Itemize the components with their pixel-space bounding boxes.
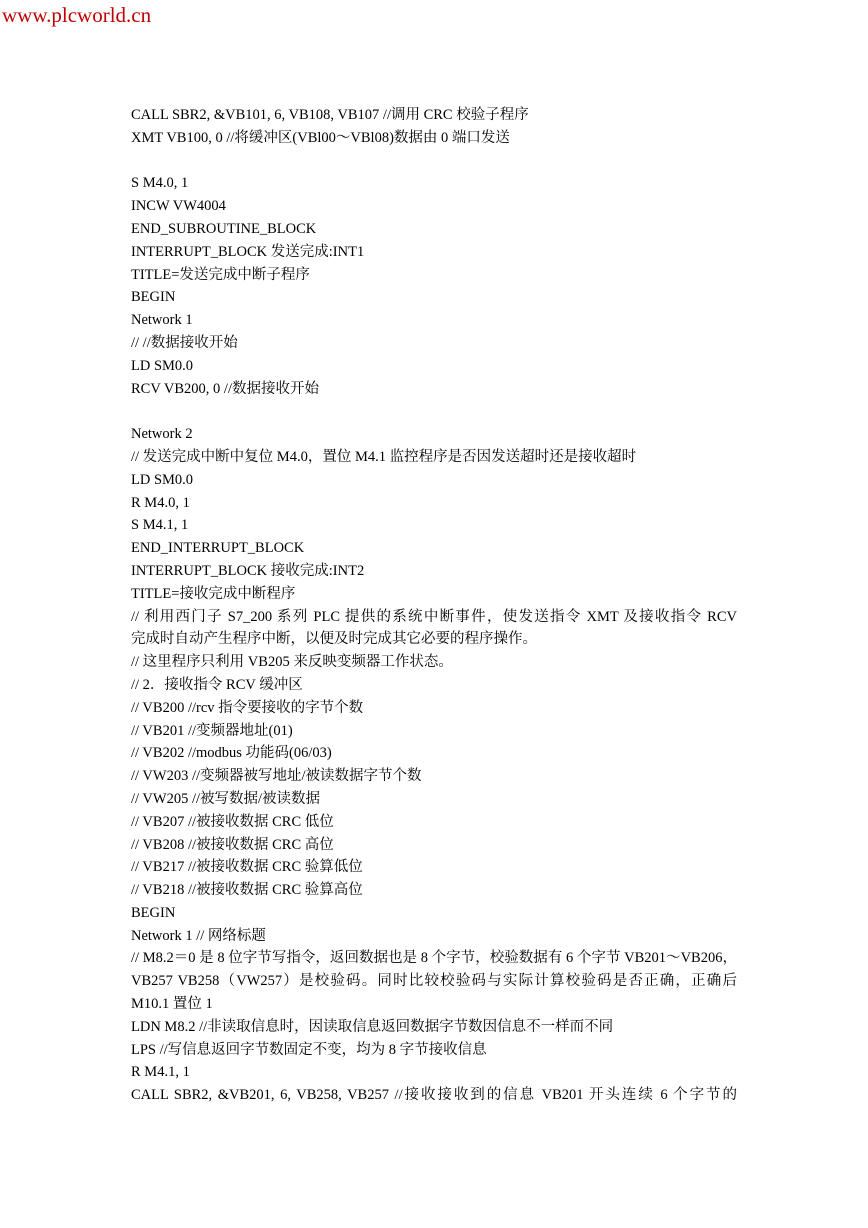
code-line: BEGIN — [131, 904, 176, 921]
document-body — [131, 104, 737, 1107]
code-line: Network 2 — [131, 426, 193, 443]
code-line: // VB207 //被接收数据 CRC 低位 — [131, 813, 334, 830]
code-line: // M8.2＝0 是 8 位字节写指令，返回数据也是 8 个字节，校验数据有 6 个字节 VB201～VB206， — [131, 950, 737, 967]
code-line: CALL SBR2, &VB101, 6, VB108, VB107 //调用 CRC 校验子程序 — [131, 107, 529, 123]
code-line: // VB202 //modbus 功能码(06/03) — [131, 745, 332, 762]
code-line: Network 1 — [131, 312, 193, 329]
code-line: LPS //写信息返回字节数固定不变，均为 8 字节接收信息 — [131, 1041, 487, 1058]
code-line: // 这里程序只利用 VB205 来反映变频器工作状态。 — [131, 654, 453, 671]
code-line: LD SM0.0 — [131, 357, 194, 374]
code-line: TITLE=发送完成中断子程序 — [131, 266, 310, 283]
code-line: M10.1 置位 1 — [131, 996, 213, 1013]
code-line: // 发送完成中断中复位 M4.0，置位 M4.1 监控程序是否因发送超时还是接收超时 — [131, 448, 637, 465]
code-line: R M4.0, 1 — [131, 494, 190, 511]
code-line: LD SM0.0 — [131, 471, 194, 488]
code-line: // VB201 //变频器地址(01) — [131, 722, 293, 739]
code-line: // VB217 //被接收数据 CRC 验算低位 — [131, 859, 363, 876]
blank-line — [131, 400, 737, 423]
code-line: LDN M8.2 //非读取信息时，因读取信息返回数据字节数因信息不一样而不同 — [131, 1018, 614, 1035]
code-line: Network 1 // 网络标题 — [131, 927, 266, 944]
code-line: R M4.1, 1 — [131, 1064, 190, 1081]
code-line: END_INTERRUPT_BLOCK — [131, 540, 305, 557]
code-line: // VB200 //rcv 指令要接收的字节个数 — [131, 699, 364, 716]
code-line: // 2．接收指令 RCV 缓冲区 — [131, 676, 303, 693]
code-line: INCW VW4004 — [131, 198, 226, 215]
code-line: XMT VB100, 0 //将缓冲区(VBl00～VBl08)数据由 0 端口发送 — [131, 129, 510, 146]
code-line: BEGIN — [131, 289, 176, 306]
code-line: // VB208 //被接收数据 CRC 高位 — [131, 836, 334, 853]
code-line: INTERRUPT_BLOCK 接收完成:INT2 — [131, 562, 365, 579]
code-line: TITLE=接收完成中断程序 — [131, 585, 296, 602]
code-line: CALL SBR2, &VB201, 6, VB258, VB257 //接收接收到的信息 VB201 开头连续 6 个字节的 — [131, 1087, 737, 1104]
blank-line — [131, 150, 737, 173]
watermark-url[interactable]: www.plcworld.cn — [2, 3, 152, 27]
code-line: // VB218 //被接收数据 CRC 验算高位 — [131, 882, 363, 899]
code-line: // VW205 //被写数据/被读数据 — [131, 790, 321, 807]
code-line: S M4.0, 1 — [131, 175, 189, 192]
code-line: RCV VB200, 0 //数据接收开始 — [131, 380, 319, 397]
code-line: 完成时自动产生程序中断，以便及时完成其它必要的程序操作。 — [131, 631, 537, 648]
code-line: // 利用西门子 S7_200 系列 PLC 提供的系统中断事件，使发送指令 XMT 及接收指令 RCV — [131, 608, 737, 625]
code-line: END_SUBROUTINE_BLOCK — [131, 220, 317, 237]
code-line: INTERRUPT_BLOCK 发送完成:INT1 — [131, 243, 365, 260]
code-line: // //数据接收开始 — [131, 334, 238, 351]
code-line: VB257 VB258（VW257）是校验码。同时比较校验码与实际计算校验码是否正确，正确后 — [131, 973, 737, 990]
code-line: S M4.1, 1 — [131, 517, 189, 534]
code-line: // VW203 //变频器被写地址/被读数据字节个数 — [131, 768, 422, 785]
